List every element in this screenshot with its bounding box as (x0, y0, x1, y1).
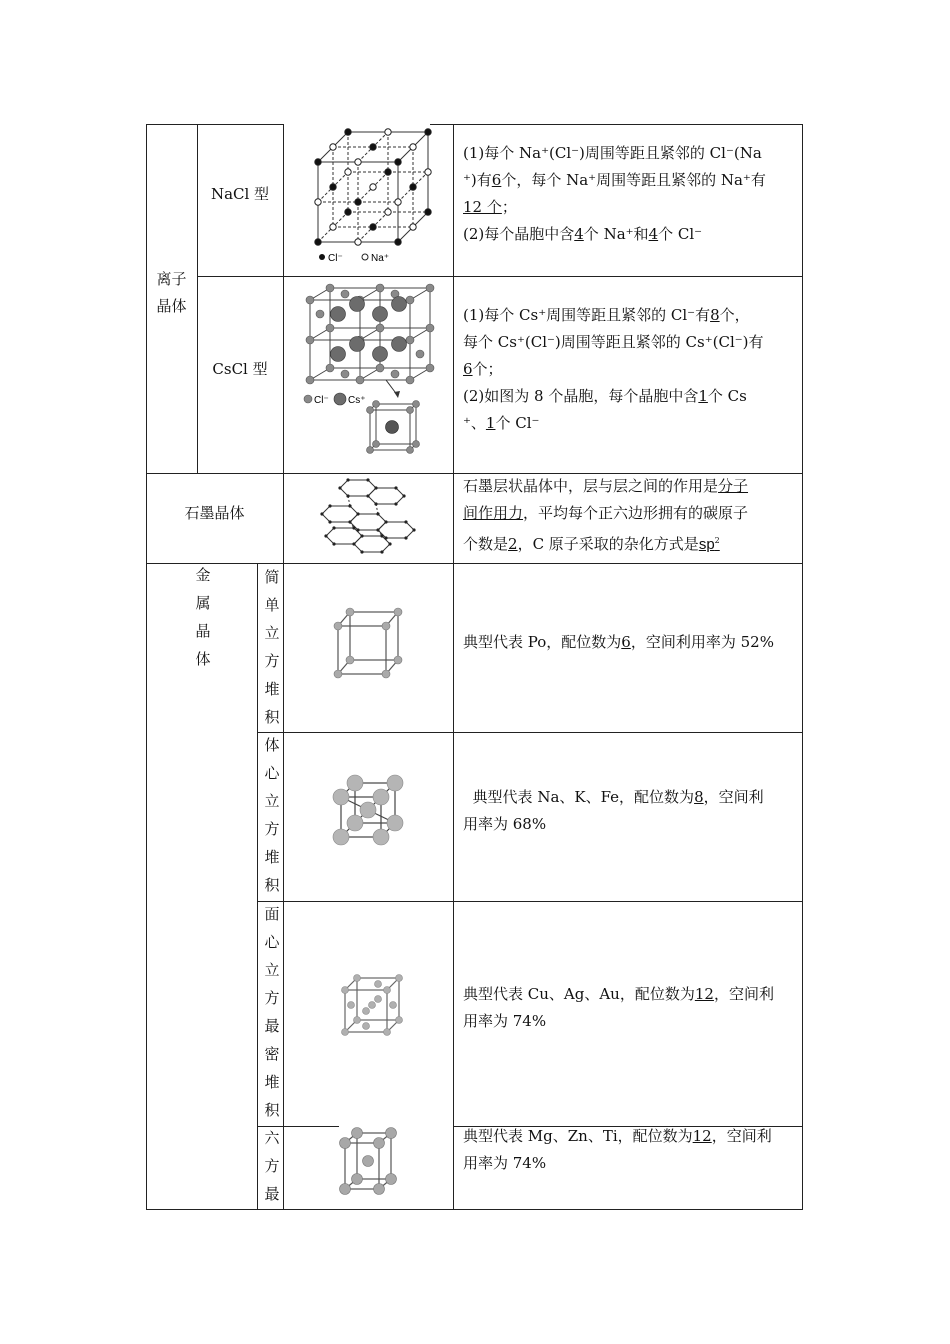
nacl-description (463, 140, 798, 248)
col-divider-metal-sub (257, 563, 258, 1209)
border-top-left (146, 124, 284, 125)
graphite-line-2: 间作用力，平均每个正六边形拥有的碳原子 (463, 504, 749, 522)
nacl-line-4: (2)每个晶胞中含4个 Na⁺和4个 Cl⁻ (463, 225, 703, 243)
bcc-label: 体 心 立 方 堆 积 (264, 736, 280, 894)
nacl-structure-figure (303, 126, 443, 268)
nacl-line-2: ⁺)有6个，每个 Na⁺周围等距且紧邻的 Na⁺有 (463, 171, 766, 189)
nacl-legend-cl: Cl⁻ (328, 253, 343, 264)
nacl-line-1: (1)每个 Na⁺(Cl⁻)周围等距且紧邻的 Cl⁻(Na (463, 144, 762, 162)
border-right (802, 124, 803, 1210)
row-divider-bcc-fcc (257, 901, 803, 902)
row-divider-simple-bcc (257, 732, 803, 733)
cscl-type-label: CsCl 型 (212, 360, 268, 378)
hcp-description (463, 1123, 798, 1177)
fcc-label: 面 心 立 方 最 密 堆 积 (264, 905, 280, 1119)
fcc-figure (337, 972, 407, 1042)
hcp-line-2: 用率为 74% (463, 1154, 547, 1172)
col-divider-text (453, 124, 454, 1209)
border-bottom (146, 1209, 803, 1210)
cscl-legend-cs: Cs⁺ (348, 395, 366, 406)
row-divider-nacl-cscl (197, 276, 803, 277)
hcp-label: 六 方 最 (264, 1129, 280, 1203)
graphite-line-1: 石墨层状晶体中，层与层之间的作用是分子 (463, 477, 749, 495)
nacl-type-label: NaCl 型 (210, 185, 270, 203)
bcc-figure (331, 773, 411, 853)
metal-crystal-label: 金 属 晶 体 (195, 566, 211, 668)
cscl-line-2: 每个 Cs⁺(Cl⁻)周围等距且紧邻的 Cs⁺(Cl⁻)有 (463, 333, 764, 351)
graphite-structure-figure (320, 476, 420, 558)
cscl-legend-cl: Cl⁻ (314, 395, 329, 406)
ionic-crystal-label: 离子 晶体 (156, 270, 187, 315)
nacl-line-3: 12 个； (463, 198, 517, 216)
bcc-description (463, 784, 798, 838)
fcc-line-1: 典型代表 Cu、Ag、Au，配位数为12，空间利 (463, 985, 774, 1003)
graphite-description (463, 473, 798, 558)
graphite-line-3: 个数是2，C 原子采取的杂化方式是$sp^2$ (463, 535, 720, 553)
simple-cubic-figure (330, 604, 410, 684)
cscl-line-3: 6个； (463, 360, 503, 378)
fcc-description (463, 981, 798, 1035)
border-top-right (430, 124, 803, 125)
hcp-line-1: 典型代表 Mg、Zn、Ti，配位数为12，空间利 (463, 1127, 772, 1145)
col-divider-ionic-sub (197, 124, 198, 473)
cscl-line-4: (2)如图为 8 个晶胞，每个晶胞中含1个 Cs (463, 387, 747, 405)
cscl-line-1: (1)每个 Cs⁺周围等距且紧邻的 Cl⁻有8个， (463, 306, 750, 324)
cscl-line-5: ⁺、1个 Cl⁻ (463, 414, 540, 432)
cscl-structure-figure (300, 280, 445, 465)
simple-cubic-label: 简 单 立 方 堆 积 (264, 568, 280, 726)
bcc-line-2: 用率为 68% (463, 815, 547, 833)
fcc-line-2: 用率为 74% (463, 1012, 547, 1030)
simple-cubic-description: 典型代表 Po，配位数为6，空间利用率为 52% (463, 633, 774, 651)
row-divider-graphite-metal (146, 563, 803, 564)
graphite-crystal-label: 石墨晶体 (184, 504, 245, 522)
cscl-description (463, 302, 798, 437)
bcc-line-1: 典型代表 Na、K、Fe，配位数为8，空间利 (472, 788, 764, 806)
hcp-figure (335, 1125, 405, 1203)
nacl-legend-na: Na⁺ (371, 253, 390, 264)
